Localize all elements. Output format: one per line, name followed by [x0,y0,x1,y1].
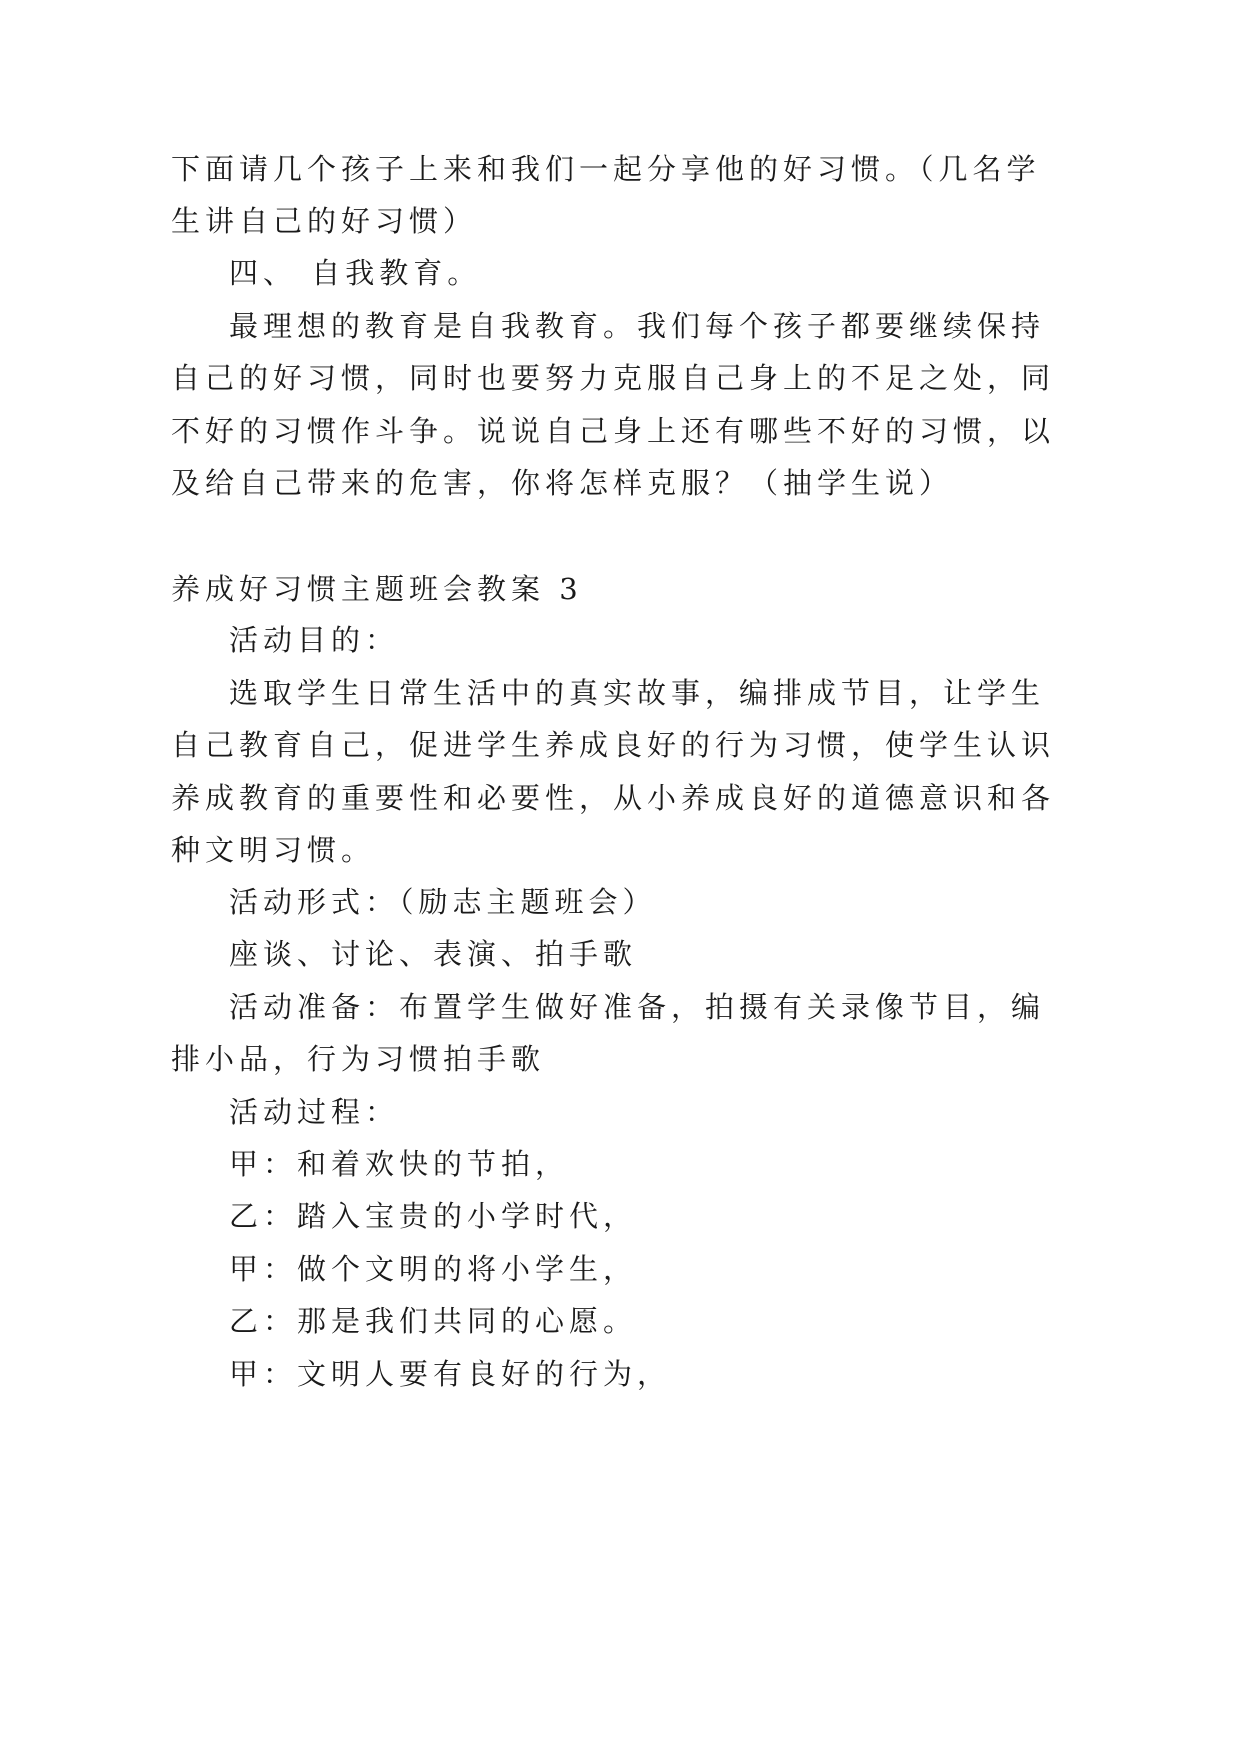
text-line: 种文明习惯。 [171,833,376,867]
text-line: 下面请几个孩子上来和我们一起分享他的好习惯。（几名学 [171,152,1041,186]
text-line: 活动形式：（励志主题班会） [229,885,657,919]
text-line: 排小品，行为习惯拍手歌 [171,1042,546,1076]
dialogue-line: 甲：做个文明的将小学生， [229,1252,638,1286]
text-line: 活动目的： [229,623,400,657]
text-line: 活动过程： [229,1095,400,1129]
text-line: 最理想的教育是自我教育。我们每个孩子都要继续保持 [229,309,1046,343]
text-line: 养成教育的重要性和必要性，从小养成良好的道德意识和各 [171,781,1056,815]
dialogue-line: 甲：文明人要有良好的行为， [229,1357,672,1391]
document-title: 养成好习惯主题班会教案 3 [171,572,583,606]
section-heading: 四、 自我教育。 [229,256,482,290]
dialogue-line: 乙：那是我们共同的心愿。 [229,1304,638,1338]
text-line: 不好的习惯作斗争。说说自己身上还有哪些不好的习惯，以 [171,414,1056,448]
dialogue-line: 乙：踏入宝贵的小学时代， [229,1199,638,1233]
text-line: 座谈、讨论、表演、拍手歌 [229,937,638,971]
text-line: 选取学生日常生活中的真实故事，编排成节目，让学生 [229,676,1046,710]
text-line: 自己教育自己，促进学生养成良好的行为习惯，使学生认识 [171,728,1056,762]
text-line: 生讲自己的好习惯） [171,204,478,238]
text-line: 自己的好习惯，同时也要努力克服自己身上的不足之处，同 [171,361,1056,395]
text-line: 及给自己带来的危害，你将怎样克服？（抽学生说） [171,466,954,500]
dialogue-line: 甲：和着欢快的节拍， [229,1147,570,1181]
text-line: 活动准备：布置学生做好准备，拍摄有关录像节目，编 [229,990,1046,1024]
